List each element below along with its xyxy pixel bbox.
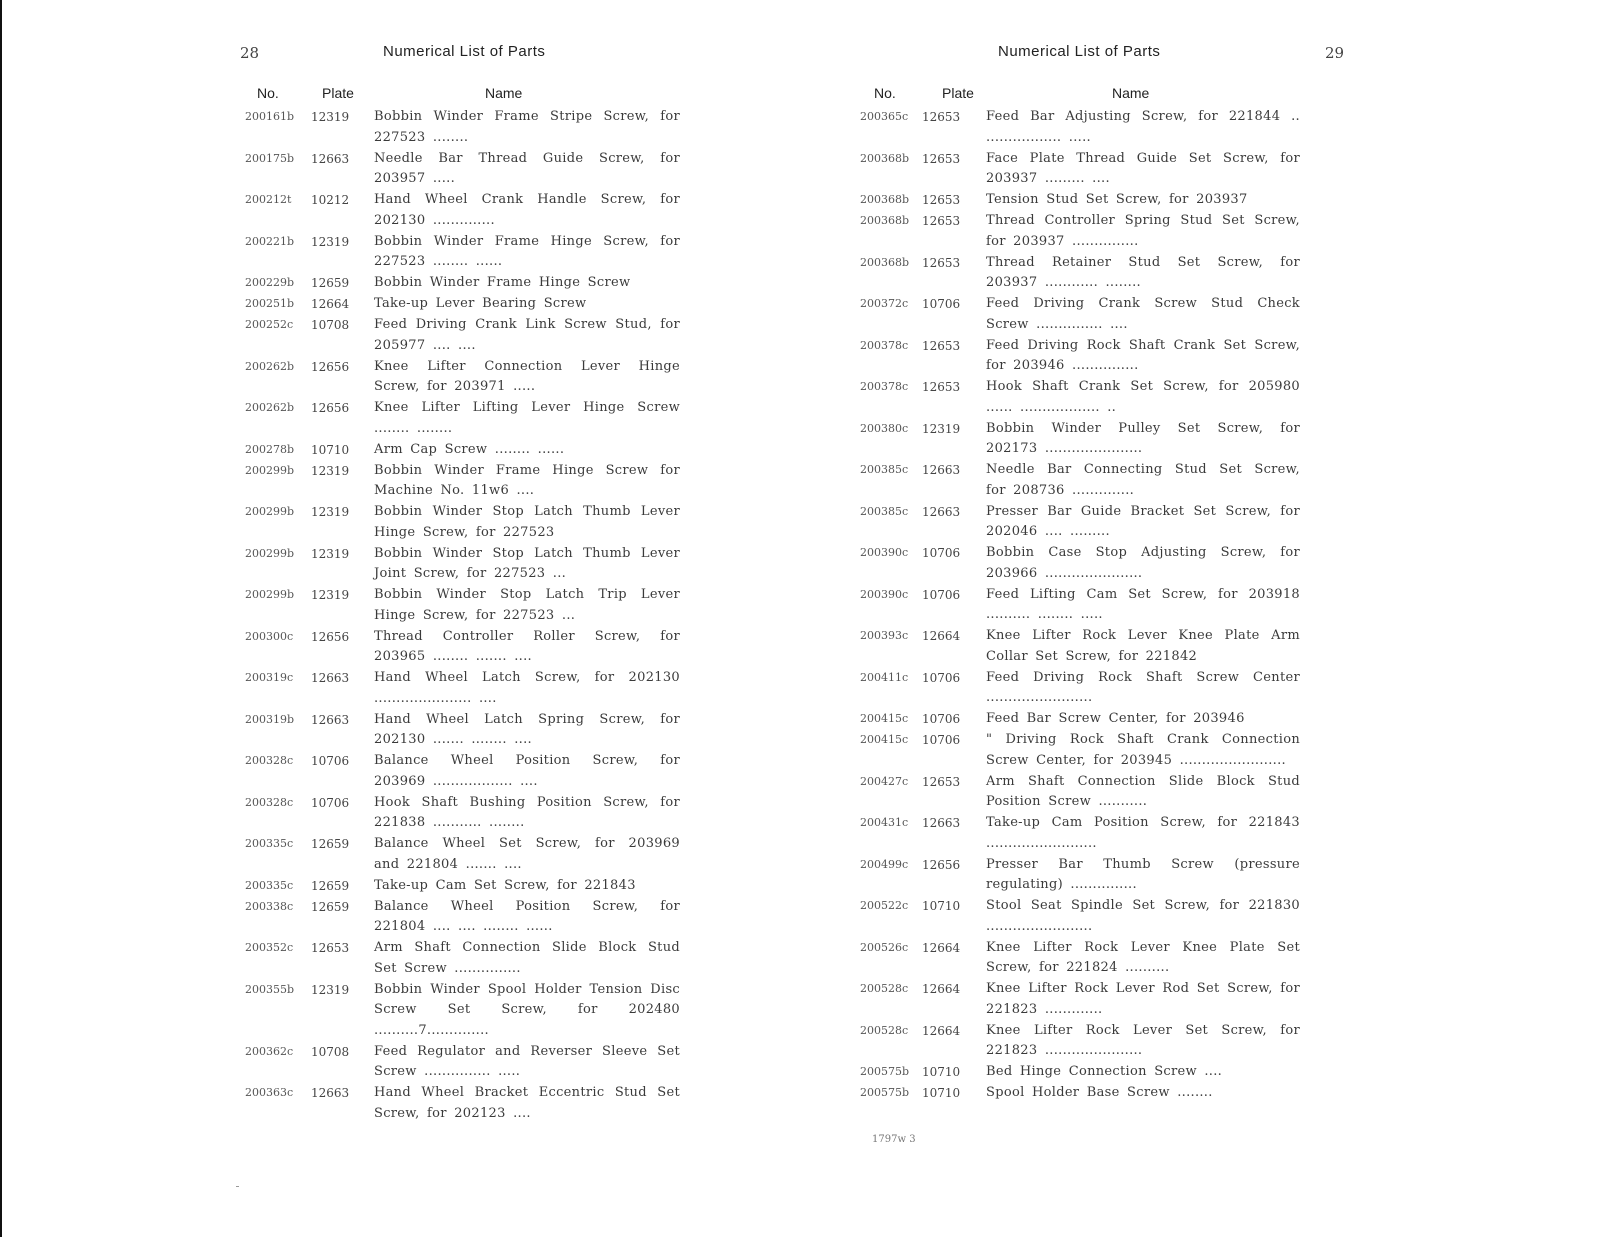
part-name: Needle Bar Thread Guide Screw, for 203957 ..... [374, 150, 680, 186]
part-name: Bobbin Winder Stop Latch Trip Lever Hinge Screw, for 227523 ... [374, 587, 680, 623]
plate-number: 10706 [922, 712, 961, 726]
part-name: " Driving Rock Shaft Crank Connection Screw Center, for 203945 ........................ [986, 732, 1300, 768]
plate-number: 12653 [922, 214, 961, 228]
part-number: 200378c [860, 338, 909, 352]
plate-number: 12663 [311, 712, 350, 727]
plate-number: 12664 [922, 940, 961, 955]
plate-number: 10706 [922, 546, 961, 560]
plate-number: 10708 [311, 318, 350, 332]
part-number: 200319c [245, 671, 294, 684]
table-row [860, 585, 1300, 626]
part-number: 200335c [245, 837, 294, 850]
table-row [245, 897, 680, 938]
table-row [860, 1021, 1300, 1062]
part-name: Hand Wheel Latch Spring Screw, for 202130 ....... ........ .... [374, 711, 680, 747]
part-number: 200390c [860, 546, 909, 559]
part-number: 200368b [860, 214, 910, 227]
part-name: Take-up Lever Bearing Screw [374, 296, 587, 311]
part-name: Feed Bar Adjusting Screw, for 221844 .. ................. ..... [986, 109, 1300, 145]
table-row [245, 980, 680, 1042]
table-row [245, 440, 680, 461]
plate-number: 12319 [922, 421, 961, 436]
plate-number: 12663 [311, 1086, 350, 1100]
col-header-no: No. [257, 85, 279, 101]
page-title: Numerical List of Parts [383, 43, 546, 60]
table-row [245, 627, 680, 668]
part-number: 200355b [245, 982, 295, 996]
part-number: 200385c [860, 504, 909, 518]
parts-list [245, 107, 680, 1125]
part-number: 200328c [245, 754, 294, 767]
part-name: Balance Wheel Position Screw, for 203969 .................. .... [374, 753, 680, 789]
table-row [245, 1083, 680, 1124]
plate-number: 12319 [311, 505, 350, 519]
table-row [245, 398, 680, 439]
col-header-plate: Plate [942, 85, 974, 101]
part-number: 200352c [245, 941, 294, 954]
part-name: Hand Wheel Crank Handle Screw, for 202130 .............. [374, 192, 680, 228]
table-row [860, 855, 1300, 896]
plate-number: 10710 [311, 442, 350, 457]
table-row [860, 1062, 1300, 1083]
plate-number: 12663 [922, 504, 961, 519]
plate-number: 12653 [922, 110, 961, 124]
table-row [860, 709, 1300, 730]
table-row [860, 377, 1300, 418]
part-name: Balance Wheel Set Screw, for 203969 and 221804 ....... .... [374, 836, 680, 872]
plate-number: 12663 [922, 816, 961, 830]
table-row [860, 730, 1300, 771]
part-number: 200262b [245, 401, 295, 414]
col-header-name: Name [485, 85, 523, 101]
part-number: 200229b [245, 276, 295, 289]
table-row [860, 336, 1300, 377]
part-name: Feed Lifting Cam Set Screw, for 203918 .......... ........ ..... [986, 586, 1300, 622]
plate-number: 12664 [922, 1023, 961, 1038]
part-name: Feed Driving Crank Link Screw Stud, for 205977 .... .... [374, 317, 680, 353]
part-name: Bobbin Winder Frame Hinge Screw, for 227523 ........ ...... [374, 233, 680, 269]
part-number: 200415c [860, 712, 909, 725]
plate-number: 10710 [922, 1086, 961, 1100]
part-number: 200415c [860, 733, 909, 746]
page-edge [0, 0, 2, 1237]
part-number: 200299b [245, 463, 295, 477]
table-row [860, 813, 1300, 854]
table-row [245, 544, 680, 585]
part-name: Presser Bar Guide Bracket Set Screw, for 202046 .... ......... [986, 503, 1300, 539]
part-name: Bobbin Winder Frame Hinge Screw [374, 275, 631, 290]
part-number: 200338c [245, 899, 294, 913]
part-name: Bobbin Winder Stop Latch Thumb Lever Hinge Screw, for 227523 [374, 504, 680, 540]
table-row [245, 357, 680, 398]
table-row [860, 107, 1300, 148]
part-name: Hook Shaft Crank Set Screw, for 205980 ...... .................. .. [986, 379, 1300, 415]
plate-number: 12319 [311, 546, 350, 561]
plate-number: 10706 [922, 297, 961, 311]
part-number: 200299b [245, 546, 295, 560]
part-number: 200427c [860, 774, 909, 788]
part-name: Presser Bar Thumb Screw (pressure regulating) ............... [986, 856, 1300, 892]
right-page [860, 0, 1345, 1237]
table-row [245, 876, 680, 897]
table-row [245, 502, 680, 543]
part-name: Knee Lifter Lifting Lever Hinge Screw ........ ........ [374, 400, 680, 436]
part-number: 200161b [245, 110, 295, 123]
plate-number: 10708 [311, 1044, 350, 1059]
part-name: Bobbin Winder Stop Latch Thumb Lever Joint Screw, for 227523 ... [374, 545, 680, 581]
part-number: 200363c [245, 1086, 294, 1099]
part-name: Stool Seat Spindle Set Screw, for 221830 ........................ [986, 898, 1300, 934]
table-row [860, 668, 1300, 709]
part-name: Take-up Cam Position Screw, for 221843 ......................... [986, 815, 1300, 851]
part-name: Bed Hinge Connection Screw .... [986, 1064, 1223, 1079]
page-title: Numerical List of Parts [998, 43, 1161, 60]
part-name: Bobbin Winder Spool Holder Tension Disc Screw Set Screw, for 202480 ..........7.............. [374, 981, 680, 1038]
table-row [245, 461, 680, 502]
part-number: 200575b [860, 1065, 910, 1078]
plate-number: 12653 [922, 193, 961, 207]
plate-number: 10706 [922, 670, 961, 685]
page-number: 28 [240, 44, 260, 62]
plate-number: 12319 [311, 463, 350, 478]
plate-number: 12663 [922, 463, 961, 477]
table-row [860, 979, 1300, 1020]
table-row [245, 1042, 680, 1083]
part-number: 200175b [245, 151, 295, 165]
part-number: 200362c [245, 1044, 294, 1058]
part-name: Feed Driving Rock Shaft Crank Set Screw, for 203946 ............... [986, 337, 1300, 373]
plate-number: 12659 [311, 878, 350, 893]
plate-number: 12664 [922, 982, 961, 996]
table-row [860, 543, 1300, 584]
table-row [245, 710, 680, 751]
plate-number: 12653 [922, 151, 961, 166]
part-number: 200319b [245, 712, 295, 726]
part-name: Knee Lifter Rock Lever Knee Plate Set Screw, for 221824 .......... [986, 939, 1300, 975]
table-row [860, 211, 1300, 252]
table-row [860, 938, 1300, 979]
plate-number: 12653 [922, 255, 961, 270]
part-name: Hand Wheel Latch Screw, for 202130 ...................... .... [374, 670, 680, 706]
part-number: 200431c [860, 816, 909, 829]
table-row [860, 460, 1300, 501]
part-number: 200300c [245, 629, 294, 643]
part-number: 200393c [860, 629, 909, 642]
table-row [860, 253, 1300, 294]
part-name: Knee Lifter Rock Lever Rod Set Screw, for 221823 ............. [986, 981, 1300, 1017]
col-header-plate: Plate [322, 85, 354, 101]
plate-number: 12319 [311, 982, 350, 997]
table-row [860, 502, 1300, 543]
part-name: Thread Controller Roller Screw, for 203965 ........ ....... .... [374, 628, 680, 664]
table-row [860, 772, 1300, 813]
plate-number: 10706 [922, 587, 961, 602]
part-name: Bobbin Winder Frame Stripe Screw, for 227523 ........ [374, 109, 680, 145]
part-number: 200575b [860, 1086, 910, 1099]
table-row [245, 107, 680, 148]
part-number: 200528c [860, 982, 909, 995]
part-name: Feed Bar Screw Center, for 203946 [986, 711, 1245, 726]
table-row [860, 419, 1300, 460]
part-number: 200278b [245, 442, 295, 456]
table-row [245, 834, 680, 875]
table-row [860, 896, 1300, 937]
part-name: Hook Shaft Bushing Position Screw, for 221838 ........... ........ [374, 794, 680, 830]
part-number: 200390c [860, 587, 909, 601]
plate-number: 12659 [311, 837, 350, 851]
plate-number: 10710 [922, 1065, 961, 1079]
part-number: 200385c [860, 463, 909, 476]
part-number: 200380c [860, 421, 909, 435]
print-code: 1797w 3 [872, 1134, 916, 1145]
table-row [860, 190, 1300, 211]
part-number: 200526c [860, 940, 909, 954]
plate-number: 10706 [922, 733, 961, 747]
part-name: Knee Lifter Rock Lever Set Screw, for 221823 ...................... [986, 1022, 1300, 1058]
part-name: Arm Shaft Connection Slide Block Stud Set Screw ............... [374, 940, 680, 976]
plate-number: 10706 [311, 795, 350, 810]
plate-number: 12664 [311, 297, 350, 311]
table-row [245, 149, 680, 190]
part-name: Feed Driving Rock Shaft Screw Center ........................ [986, 669, 1300, 705]
part-number: 200365c [860, 110, 909, 123]
part-name: Thread Controller Spring Stud Set Screw, for 203937 ............... [986, 213, 1300, 249]
part-name: Bobbin Case Stop Adjusting Screw, for 203966 ...................... [986, 545, 1300, 581]
table-row [245, 668, 680, 709]
part-number: 200372c [860, 297, 909, 310]
left-page [240, 0, 680, 1237]
part-number: 200368b [860, 151, 910, 165]
plate-number: 12659 [311, 899, 350, 914]
part-number: 200522c [860, 899, 909, 912]
part-name: Feed Driving Crank Screw Stud Check Screw ............... .... [986, 296, 1300, 332]
part-name: Thread Retainer Stud Set Screw, for 203937 ............ ........ [986, 254, 1300, 290]
plate-number: 12663 [311, 151, 350, 166]
plate-number: 12653 [922, 338, 961, 353]
part-name: Arm Shaft Connection Slide Block Stud Position Screw ........... [986, 773, 1300, 809]
part-name: Bobbin Winder Pulley Set Screw, for 202173 ...................... [986, 420, 1300, 456]
table-row [860, 1083, 1300, 1104]
part-name: Needle Bar Connecting Stud Set Screw, for 208736 .............. [986, 462, 1300, 498]
part-name: Take-up Cam Set Screw, for 221843 [374, 877, 636, 893]
part-number: 200528c [860, 1023, 909, 1037]
part-number: 200212t [245, 193, 292, 206]
col-header-no: No. [874, 85, 896, 101]
part-number: 200252c [245, 318, 294, 331]
plate-number: 12656 [311, 359, 350, 374]
part-name: Arm Cap Screw ........ ...... [374, 441, 565, 457]
part-number: 200499c [860, 857, 909, 871]
plate-number: 12319 [311, 110, 350, 124]
table-row [860, 149, 1300, 190]
part-number: 200378c [860, 380, 909, 393]
plate-number: 12319 [311, 234, 350, 249]
part-number: 200299b [245, 505, 295, 518]
table-row [860, 294, 1300, 335]
part-name: Feed Regulator and Reverser Sleeve Set Screw ............... ..... [374, 1043, 680, 1079]
part-name: Bobbin Winder Frame Hinge Screw for Machine No. 11w6 .... [374, 462, 680, 498]
table-row [245, 294, 680, 315]
parts-list [860, 107, 1300, 1104]
plate-number: 12656 [922, 857, 961, 872]
plate-number: 12664 [922, 629, 961, 643]
part-number: 200368b [860, 255, 910, 269]
table-row [860, 626, 1300, 667]
plate-number: 12653 [311, 941, 350, 955]
part-name: Face Plate Thread Guide Set Screw, for 203937 ......... .... [986, 150, 1300, 186]
table-row [245, 190, 680, 231]
part-number: 200368b [860, 193, 910, 206]
plate-number: 10710 [922, 899, 961, 913]
table-row [245, 273, 680, 294]
table-row [245, 315, 680, 356]
plate-number: 12663 [311, 671, 350, 685]
part-number: 200262b [245, 359, 295, 373]
table-row [245, 232, 680, 273]
part-number: 200221b [245, 234, 295, 248]
table-row [245, 751, 680, 792]
plate-number: 12653 [922, 774, 961, 789]
table-row [245, 938, 680, 979]
plate-number: 10212 [311, 193, 350, 207]
part-name: Hand Wheel Bracket Eccentric Stud Set Screw, for 202123 .... [374, 1085, 680, 1121]
col-header-name: Name [1112, 85, 1150, 101]
plate-number: 10706 [311, 754, 350, 768]
plate-number: 12659 [311, 276, 350, 290]
part-number: 200411c [860, 670, 909, 684]
part-name: Spool Holder Base Screw ........ [986, 1085, 1213, 1100]
part-number: 200328c [245, 795, 294, 809]
part-name: Knee Lifter Connection Lever Hinge Screw, for 203971 ..... [374, 358, 680, 394]
part-name: Balance Wheel Position Screw, for 221804 .... .... ........ ...... [374, 898, 680, 934]
page-number: 29 [1325, 44, 1345, 62]
scan-speck [236, 1186, 239, 1187]
plate-number: 12656 [311, 629, 350, 644]
plate-number: 12656 [311, 401, 350, 415]
plate-number: 12653 [922, 380, 961, 394]
part-number: 200299b [245, 588, 295, 601]
part-name: Tension Stud Set Screw, for 203937 [986, 192, 1248, 207]
part-number: 200251b [245, 297, 295, 310]
table-row [245, 793, 680, 834]
part-name: Knee Lifter Rock Lever Knee Plate Arm Collar Set Screw, for 221842 [986, 628, 1300, 664]
part-number: 200335c [245, 878, 294, 892]
table-row [245, 585, 680, 626]
plate-number: 12319 [311, 588, 350, 602]
